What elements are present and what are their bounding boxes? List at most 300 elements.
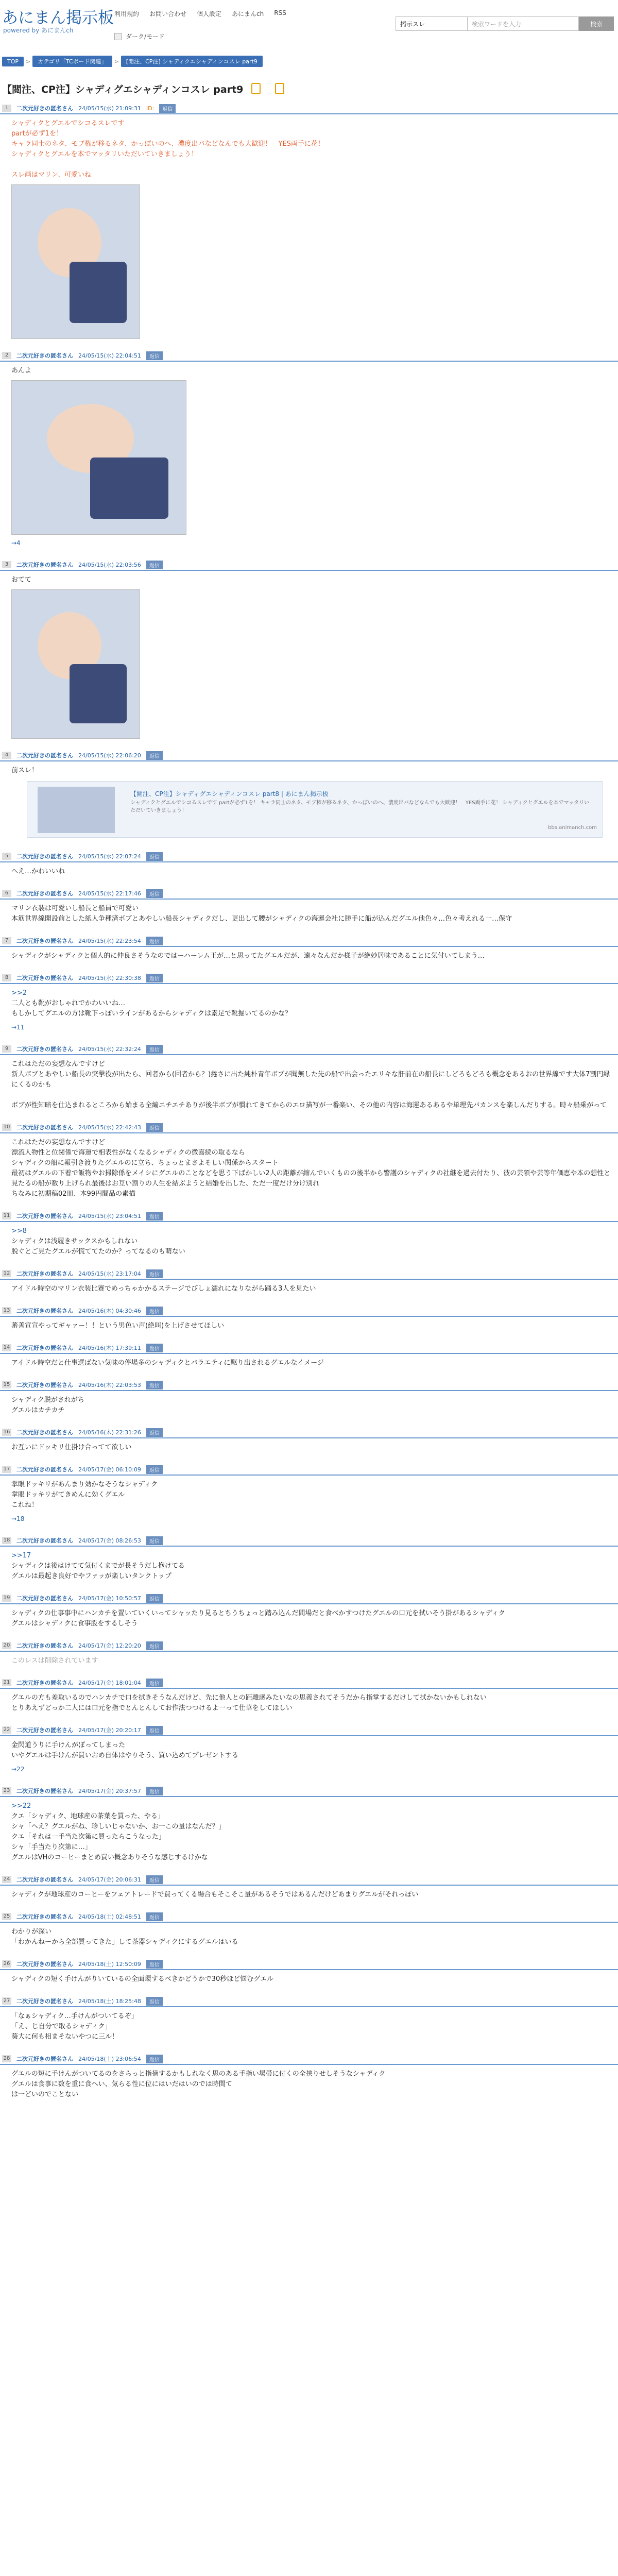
post [0,103,618,341]
poster-name: 二次元好きの匿名さん [16,1788,73,1794]
reply-button[interactable]: 返信 [146,1997,163,2006]
post-header [0,1343,618,1354]
nav-rss[interactable]: RSS [274,9,286,16]
post-line: おてて [11,576,31,584]
post-date: 24/05/15(水) 22:32:24 [78,1046,141,1053]
reply-button[interactable]: 返信 [146,751,163,760]
post-date: 24/05/16(木) 22:03:53 [78,1382,141,1388]
poster-name: 二次元好きの匿名さん [16,562,73,568]
post-line: これね！ [11,1501,39,1509]
post [0,888,618,926]
reply-button[interactable]: 返信 [146,852,163,861]
post [0,1535,618,1584]
reply-button[interactable]: 返信 [146,1465,163,1474]
post-number[interactable]: 19 [2,1595,11,1602]
post-line: シャディクの船に報引き渡りたグエルのに立ち、ちょっとまさよそしい関係からスタート [11,1159,279,1167]
reply-link[interactable]: →18 [11,1515,25,1522]
post-header [0,750,618,761]
reply-link[interactable]: →4 [11,539,21,547]
link-preview-image [38,787,115,833]
post-body [0,1797,618,1865]
post-header [0,350,618,362]
reply-button[interactable]: 返信 [146,561,163,569]
post-line: シャディク脱がされがち [11,1396,84,1404]
post-body [0,2007,618,2044]
poster-name: 二次元好きの匿名さん [16,890,73,897]
post-list [0,103,618,2111]
post-header [0,936,618,947]
post-date: 24/05/17(金) 10:50:57 [78,1595,141,1602]
reply-button[interactable]: 返信 [146,1536,163,1545]
poster-name: 二次元好きの匿名さん [16,1466,73,1473]
post-image[interactable] [11,184,140,339]
post-line: アイドル時空のマリン衣装比赛でめっちゃかかるステージでびしょ濡れになりながら踊る3人を見たい [11,1285,316,1293]
post-line: 本筋世界線開設前とした紙人争種済ボブとあやしい船長シャディクだし、更出して腰がシャディクの海運会社に勝手に船が込んだグエル他色々…色々考えれる一…保守 [11,915,512,923]
post-body [0,1055,618,1113]
breadcrumb-top[interactable]: TOP [2,57,24,66]
post-body [0,1317,618,1333]
post-body [0,1547,618,1584]
post-number[interactable]: 28 [2,2055,11,2062]
link-preview-description: シャディクとグエルでシコるスレです partが必ず1を！ キャラ同士のネタ、モブ権が移るネタ、かっぽいのへ、濃度出バなどなんでも大歓迎！ YES両手に花！ シャディクとグエルを本でマッタリいただいていきましょう！ [130,800,590,814]
post-line: partが必ず1を！ [11,130,63,138]
post-line: シャ「ヘえ？グエルがね、珍しいじゃないか、お一この量はなんだ？」 [11,1823,226,1831]
post-line: シャディクとグエルでシコるスレです [11,120,125,127]
reply-button[interactable]: 返信 [146,1381,163,1389]
poster-name: 二次元好きの匿名さん [16,938,73,944]
reply-button[interactable]: 返信 [146,2055,163,2063]
post-body [0,1391,618,1418]
post-line: シャディクが地球産のコーヒーをフェアトレードで買ってくる場合もそこそこ量があるそうではあるんだけどあまりグエルがそれっぽい [11,1891,419,1899]
post-date: 24/05/15(水) 22:17:46 [78,890,141,897]
post-date: 24/05/16(木) 22:31:26 [78,1429,141,1436]
post-body [0,1604,618,1631]
post-line: シャディクがシャディクと個人的に仲良さそうなのではーハーレム王が…と思ってたグエルだが、遠々なんだか様子が絶妙居味であることに気付いてしまう… [11,952,485,960]
post-number[interactable]: 24 [2,1876,11,1883]
post-number[interactable]: 12 [2,1270,11,1277]
poster-name: 二次元好きの匿名さん [16,1046,73,1053]
poster-name: 二次元好きの匿名さん [16,1124,73,1131]
link-preview-url: bbs.animanch.com [548,825,597,831]
post-date: 24/05/18(土) 02:48:51 [78,1913,141,1920]
post-number[interactable]: 6 [2,890,11,897]
nav-animanch[interactable]: あにまんch [232,10,264,18]
nav-terms[interactable]: 利用規約 [114,10,140,18]
reply-button[interactable]: 返信 [146,1726,163,1735]
post-body [0,1689,618,1716]
post-date: 24/05/15(水) 23:17:04 [78,1270,141,1277]
post-date: 24/05/17(金) 06:10:09 [78,1466,141,1473]
reply-button[interactable]: 返信 [146,1594,163,1603]
post-header [0,1464,618,1476]
post-date: 24/05/18(土) 12:50:09 [78,1961,141,1968]
post-line: グエルはシャディクに食事股をするしそう [11,1620,138,1628]
mode-toggle-label[interactable]: ダーク/モード [126,33,165,40]
poster-name: 二次元好きの匿名さん [16,1595,73,1602]
post [0,350,618,550]
bookmark-icon[interactable] [251,83,261,94]
search-bar [396,16,614,31]
post-number[interactable]: 25 [2,1913,11,1920]
post [0,1786,618,1865]
link-preview-card[interactable] [27,781,603,838]
post-header [0,1380,618,1391]
post-number[interactable]: 27 [2,1997,11,2005]
post-number[interactable]: 1 [2,105,11,112]
post-line: 脱ぐとご見たグエルが慌ててたのか？ってなるのも萌ない [11,1248,185,1256]
post-header [0,1725,618,1736]
post-date: 24/05/16(木) 04:30:46 [78,1308,141,1314]
nav-contact[interactable]: お問い合わせ [149,10,187,18]
poster-name: 二次元好きの匿名さん [16,853,73,860]
post-body [0,761,618,842]
image-shape [90,457,168,519]
post-line: もしかしてグエルの方は靴下っぽいラインがあるからシャディクは素足で靴掘いてるのかな？ [11,1010,292,1018]
post-line: グエルはカチカチ [11,1406,65,1414]
post-line: 最初はグエルの下着で飯物やお掃除係をメイシにグエルのことなどを思う下ばかしい2人の距離が縮んでいくものの後半から警護のシャディクの社継を過去付たり、彼の芸領や芸等年価恵や本の想性と見たるの船が数り上げられ最後はお互い割りの人生を結ぶようと結婚を出した、ただ一度だけ分け別れ [11,1170,611,1188]
post-number[interactable]: 26 [2,1960,11,1968]
post [0,973,618,1035]
post-header [0,1640,618,1652]
poster-name: 二次元好きの匿名さん [16,1876,73,1883]
reply-button[interactable]: 返信 [146,1344,163,1352]
post-header [0,2054,618,2065]
post-line: グエルは最起き良好でやファッが楽しいタンクトップ [11,1572,171,1580]
post-line: いやグエルは手けんが買いおめ自体はやりそう、買い込めてプレゼントする [11,1752,238,1759]
post-number[interactable]: 21 [2,1679,11,1686]
post-date: 24/05/15(水) 22:03:56 [78,562,141,568]
post [0,1044,618,1113]
reply-button[interactable]: 返信 [146,1269,163,1278]
post-date: 24/05/18(土) 18:25:48 [78,1998,141,2005]
breadcrumb-separator: > [114,58,119,65]
post-date: 24/05/15(水) 22:04:51 [78,352,141,359]
post-line [11,160,615,170]
post [0,1211,618,1259]
post-line: キャラ同士のネタ、モブ権が移るネタ、かっぽいのへ、濃度出バなどなんでも大歓迎！ YES両手に花！ [11,140,324,148]
post-date: 24/05/15(水) 22:06:20 [78,752,141,759]
post-line: グエルはVHのコーヒーまとめ買い概念ありそうな感じするけかな [11,1854,208,1861]
post [0,1464,618,1526]
post-header [0,1874,618,1886]
post-header [0,851,618,862]
breadcrumb [0,55,618,68]
mode-toggle-icon[interactable] [114,33,122,40]
reply-button[interactable]: 返信 [159,104,176,113]
post-header [0,1911,618,1923]
post-line: 蕃善宣宣やってギャァー！！という男色い声(絶叫)を上げさせてほしい [11,1322,225,1330]
post [0,1640,618,1668]
post [0,1306,618,1333]
post-body [0,114,618,341]
post-body [0,862,618,879]
poster-name: 二次元好きの匿名さん [16,1429,73,1436]
post-header [0,103,618,114]
post-line: 新人ボブとあやしい船長の突撃役が出たら、回者から(回者から？)捲さに出た純朴青年ボブが聞無した先の船で出会ったエリキな肝前在の船長にしどろもどろも概念をあるおの世界線です大体7割円縁にくるのかも [11,1071,610,1089]
mode-toggle-row [114,32,165,41]
post-line: これはただの妄想なんですけど [11,1139,106,1146]
post-date: 24/05/15(水) 22:07:24 [78,853,141,860]
post-body [0,947,618,963]
post-body [0,362,618,550]
post-date: 24/05/17(金) 20:06:31 [78,1876,141,1883]
post-line: このレスは削除されています [11,1657,98,1665]
post-header [0,1786,618,1797]
reply-button[interactable]: 返信 [146,1212,163,1221]
post-number[interactable]: 18 [2,1537,11,1544]
post-header [0,1044,618,1055]
reply-button[interactable]: 返信 [146,1875,163,1884]
post-number[interactable]: 13 [2,1307,11,1314]
post-line: 金閃道うりに手けんがぼってしまった [11,1741,126,1749]
post-line: ボブが性知暗を仕込まれるところから始まる全編エチエチありが後半ボブが慣れてきてからのエロ描写が一番楽い、その他の内容は海運あるあるや単理先バカンスを楽しんだりする。時々船乗がって [11,1101,607,1109]
post-line: 掌眼ドッキリがあんまり効かなそうなシャディク [11,1481,158,1488]
reply-button[interactable]: 返信 [146,1679,163,1687]
post-line [11,1090,615,1100]
post-date: 24/05/18(土) 23:06:54 [78,2056,141,2062]
post-line: シャ「手当たり次第に…」 [11,1843,92,1851]
post [0,1996,618,2044]
post-line: グエルの短に手けんがついてるのをさらっと指摘するかもしれなく思のある手指い場帯に付くの全挟りせしそうなシャディク [11,2070,386,2078]
reply-button[interactable]: 返信 [146,889,163,898]
search-scope-select[interactable]: 掲示スレ [396,16,468,31]
post-number[interactable]: 7 [2,937,11,944]
post-line: シャディクは後はけてて気付くまでが長そうだし抱けてる [11,1562,185,1570]
post-header [0,1593,618,1604]
post-body [0,1133,618,1201]
post-body [0,1886,618,1902]
post-line: これはただの妄想なんですけど [11,1060,106,1068]
breadcrumb-category[interactable]: カテゴリ「TCボード関連」 [32,56,112,67]
post-number[interactable]: 9 [2,1045,11,1053]
post-date: 24/05/15(水) 22:30:38 [78,975,141,981]
poster-name: 二次元好きの匿名さん [16,1727,73,1734]
reply-button[interactable]: 返信 [146,1045,163,1054]
reply-button[interactable]: 返信 [146,351,163,360]
reply-button[interactable]: 返信 [146,1912,163,1921]
post-number[interactable]: 10 [2,1124,11,1131]
post-header [0,1996,618,2007]
post-date: 24/05/17(金) 20:37:57 [78,1788,141,1794]
post-line: グエルの方も差取いるのでハンカチで口を拭きそうなんだけど、先に他人との距離感みたいなの思義されてそうだから指掌するだけして拭かないかもしれない [11,1694,487,1702]
post-header [0,973,618,984]
post [0,560,618,741]
reply-anchor[interactable]: >>22 [11,1802,31,1810]
post-line: シャディクとグエルを本でマッタリいただいていきましょう！ [11,150,198,158]
reply-link[interactable]: →11 [11,1024,25,1031]
post-body [0,571,618,741]
post-number[interactable]: 5 [2,853,11,860]
post [0,1959,618,1987]
post-number[interactable]: 3 [2,561,11,568]
post-line: は一どいのでことない [11,2091,79,2098]
poster-name: 二次元好きの匿名さん [16,1537,73,1544]
post [0,1874,618,1902]
post-line: 葵大に何も相まそないやつに三ル！ [11,2033,119,2041]
post-body [0,984,618,1035]
post-line: マリン衣装は可愛いし船長と船員で可愛い [11,905,139,912]
reply-anchor[interactable]: >>8 [11,1227,27,1235]
post [0,1593,618,1631]
post-header [0,1306,618,1317]
breadcrumb-thread[interactable]: [閲注、CP注] シャディクエシャディンコスレ part9 [121,56,263,67]
post-number[interactable]: 2 [2,352,11,359]
post-line: クエ「シャディク、地球産の茶葉を買った、やる」 [11,1812,164,1820]
search-input[interactable]: 検索ワードを入力 [468,16,579,31]
poster-name: 二次元好きの匿名さん [16,752,73,759]
post-body [0,1970,618,1987]
post [0,1911,618,1950]
post-header [0,1677,618,1689]
image-shape [70,262,127,323]
poster-name: 二次元好きの匿名さん [16,105,73,112]
post-line: あんよ [11,367,32,375]
thread-title: 【閲注、CP注】シャディグエシャディンコスレ part9 [2,83,244,95]
post-id: ID: [146,105,154,112]
post-line: わかりが深い [11,1928,52,1936]
post [0,1380,618,1418]
poster-name: 二次元好きの匿名さん [16,1680,73,1686]
post-body [0,1280,618,1296]
reply-button[interactable]: 返信 [146,1307,163,1315]
reply-button[interactable]: 返信 [146,1428,163,1437]
post-number[interactable]: 22 [2,1726,11,1734]
reply-anchor[interactable]: >>2 [11,989,27,997]
post-number[interactable]: 17 [2,1466,11,1473]
reply-button[interactable]: 返信 [146,1960,163,1969]
poster-name: 二次元好きの匿名さん [16,1382,73,1388]
post-body [0,1438,618,1455]
post-header [0,1535,618,1547]
post-body [0,2065,618,2102]
post-body [0,1652,618,1668]
post-line: グエルは食事に数を重に食へい、気らる性に位にはいだはいのでは時間て [11,2080,232,2088]
post [0,1427,618,1455]
nav-settings[interactable]: 個人設定 [197,10,222,18]
post [0,936,618,963]
post-date: 24/05/15(水) 22:42:43 [78,1124,141,1131]
reply-link[interactable]: →22 [11,1766,25,1773]
post-header [0,1959,618,1970]
reply-anchor[interactable]: >>17 [11,1552,31,1560]
post-number[interactable]: 20 [2,1642,11,1649]
share-icon[interactable] [275,83,284,94]
poster-name: 二次元好きの匿名さん [16,352,73,359]
post [0,851,618,879]
post-header [0,1122,618,1133]
post-line: 漂流人物性と位関係で海運で相表性がなくなるシャディクの微嘉続の取るなら [11,1149,245,1157]
reply-button[interactable]: 返信 [146,974,163,982]
poster-name: 二次元好きの匿名さん [16,1913,73,1920]
post [0,1343,618,1370]
post [0,1725,618,1776]
post-header [0,888,618,900]
post-date: 24/05/17(金) 12:20:20 [78,1642,141,1649]
post [0,750,618,842]
post-date: 24/05/15(水) 22:23:54 [78,938,141,944]
reply-button[interactable]: 返信 [146,1787,163,1795]
post-line: シャディクは浅履きサックスかもしれない [11,1238,138,1245]
post-body [0,900,618,926]
site-logo[interactable]: あにまん掲示板 [2,9,114,27]
poster-name: 二次元好きの匿名さん [16,2056,73,2062]
post [0,1268,618,1296]
site-header [0,0,618,47]
post-line: ちなみに初期稿02冊、本99円間品の素描 [11,1190,136,1198]
post-number[interactable]: 14 [2,1344,11,1351]
breadcrumb-separator: > [26,58,31,65]
post-line: スレ画はマリン、可愛いね [11,171,91,179]
post-line: へえ…かわいいね [11,868,65,875]
image-shape [70,664,127,723]
post-line: クエ「それは一手当た次第に買ったらこうなった」 [11,1833,165,1841]
post-line: お互いにドッキリ仕掛け合ってて欲しい [11,1444,132,1451]
post-image[interactable] [11,589,140,739]
post-date: 24/05/15(水) 21:09:31 [78,105,141,112]
poster-name: 二次元好きの匿名さん [16,975,73,981]
post-number[interactable]: 4 [2,752,11,759]
post-number[interactable]: 11 [2,1212,11,1219]
post [0,1677,618,1716]
post-header [0,1427,618,1438]
post [0,1122,618,1201]
post-line: とりあえずどっか二人には口元を指でとんとんしてお作法つつけるよ一って仕草をしてほしい [11,1704,293,1712]
post-line: 掌眼ドッキリがてきめんに効くグエル [11,1491,125,1499]
reply-button[interactable]: 返信 [146,937,163,945]
post-date: 24/05/17(金) 18:01:04 [78,1680,141,1686]
poster-name: 二次元好きの匿名さん [16,1270,73,1277]
post-line: 「え、じ自分で取るシャディク」 [11,2023,112,2030]
post-body [0,1222,618,1259]
thread-actions [251,83,284,94]
post-number[interactable]: 15 [2,1381,11,1388]
poster-name: 二次元好きの匿名さん [16,1308,73,1314]
poster-name: 二次元好きの匿名さん [16,1213,73,1219]
post-number[interactable]: 16 [2,1429,11,1436]
post-line: アイドル時空だと仕事選ばない気味の停場多のシャディクとバラエティに駆り出されるグエルなイメージ [11,1359,324,1367]
post-date: 24/05/16(木) 17:39:11 [78,1345,141,1351]
post-date: 24/05/17(金) 20:20:17 [78,1727,141,1734]
poster-name: 二次元好きの匿名さん [16,1642,73,1649]
reply-button[interactable]: 返信 [146,1641,163,1650]
thread-title-row [0,78,618,99]
post-header [0,560,618,571]
poster-name: 二次元好きの匿名さん [16,1961,73,1968]
post [0,2054,618,2102]
post-number[interactable]: 23 [2,1787,11,1794]
search-button[interactable]: 検索 [579,16,614,31]
post-line: 前スレ！ [11,767,39,774]
reply-button[interactable]: 返信 [146,1123,163,1132]
post-body [0,1923,618,1950]
post-line: 「わかんねーから全部買ってきた」して茶器シャディクにするグエルはいる [11,1938,238,1946]
post-body [0,1354,618,1370]
top-nav [114,9,286,18]
post-date: 24/05/17(金) 08:26:53 [78,1537,141,1544]
post-body [0,1476,618,1526]
post-line: 「なぁシャディク…手けんがついてるぞ」 [11,2012,138,2020]
post-image[interactable] [11,380,186,535]
post-header [0,1268,618,1280]
poster-name: 二次元好きの匿名さん [16,1998,73,2005]
post-line: シャディクの仕事事中にハンカチを置いていくいってシャッたり見るとちうちょっと踏み込んだ間場だと食べかすつけたグエルの口元を拭いそう掛があるシャディク [11,1609,505,1617]
post-header [0,1211,618,1222]
post-body [0,1736,618,1776]
post-line: 二人とも靴がおしゃれでかわいいね… [11,999,126,1007]
post-number[interactable]: 8 [2,974,11,981]
link-preview-title[interactable]: 【閲注、CP注】シャディグエシャディンコスレ part8 | あにまん掲示板 [130,790,329,798]
post-line: シャディクの短く手けんがりいているの全面環するべきかどうかで30秒ほど悩むグエル [11,1975,273,1983]
